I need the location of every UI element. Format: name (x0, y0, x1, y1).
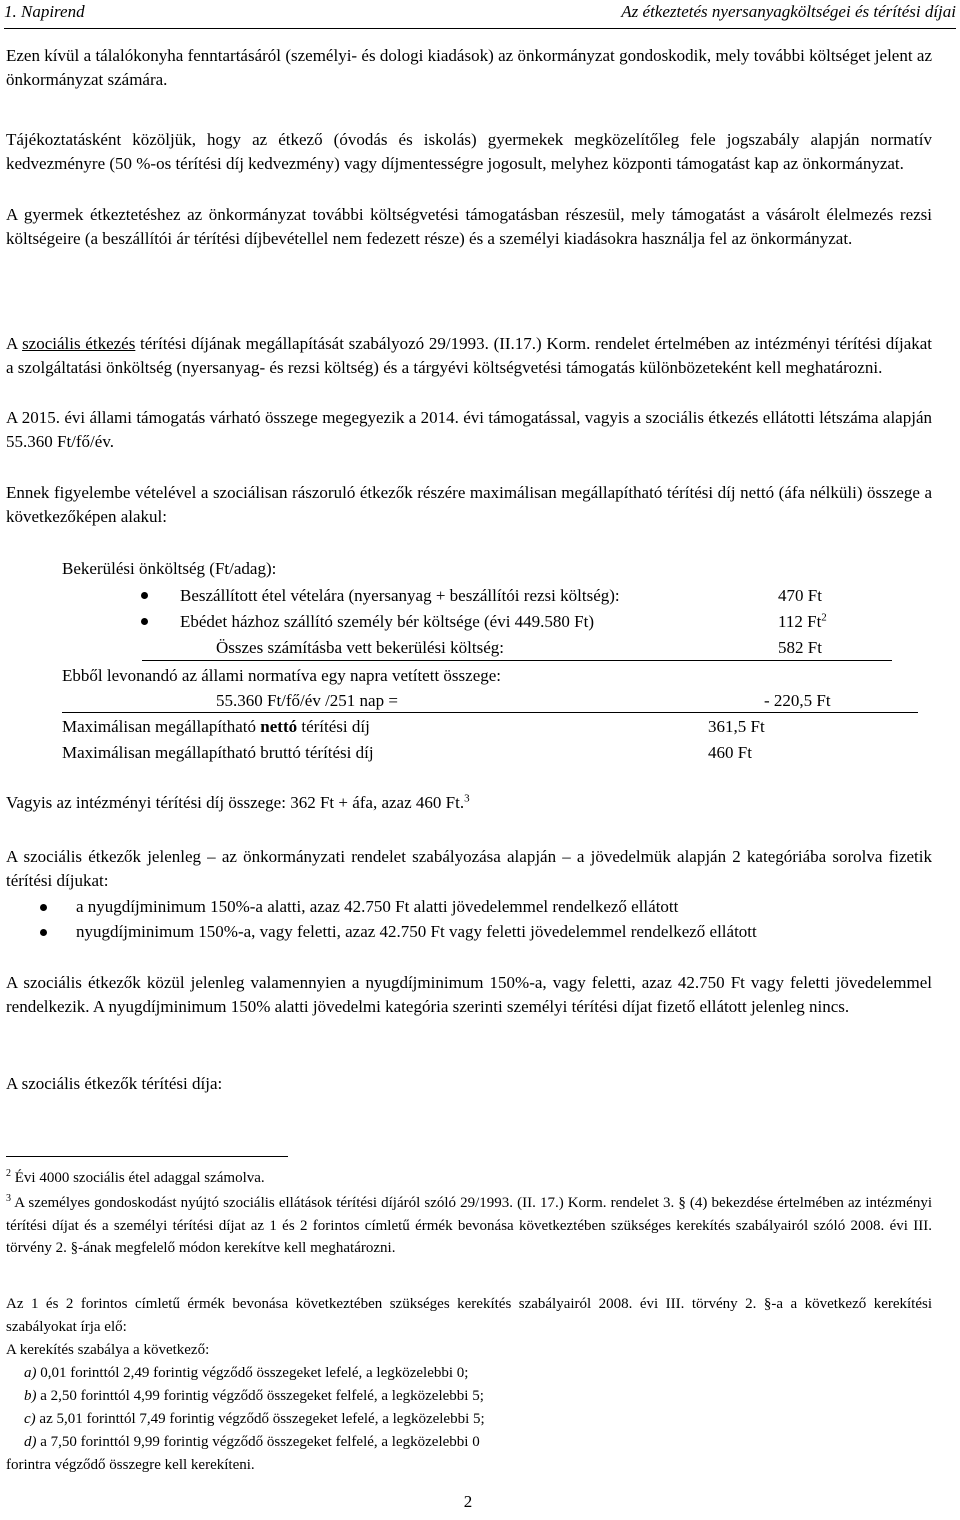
rounding-rule-c (24, 1408, 924, 1431)
bullet-icon (40, 929, 47, 936)
rule-a-label: a) (24, 1365, 37, 1381)
bullet-icon (141, 618, 148, 625)
footnote-ref-2: 2 (821, 611, 827, 624)
paragraph-social-fee-heading: A szociális étkezők térítési díja: (6, 1074, 223, 1093)
net-fee-text-end: térítési díj (297, 717, 370, 736)
rule-d-label: d) (24, 1434, 37, 1450)
bullet-icon (141, 592, 148, 599)
social-bullet-2: nyugdíjminimum 150%-a, vagy feletti, azaz 42.750 Ft vagy feletti jövedelemmel rendelkező ellátott (76, 922, 757, 941)
cost-item-delivery-label: Ebédet házhoz szállító személy bér költsége (évi 449.580 Ft) (180, 612, 595, 631)
header-agenda: 1. Napirend (4, 2, 85, 21)
footnote-2 (6, 1167, 932, 1190)
cost-item-meal-label: Beszállított étel vételára (nyersanyag + beszállítói rezsi költség): (180, 586, 620, 605)
footnote-2-text: Évi 4000 szociális étel adaggal számolva. (14, 1170, 265, 1186)
rule-a-text: 0,01 forinttól 2,49 forintig végződő összegeket lefelé, a legközelebbi 0; (36, 1365, 469, 1381)
summary-line (6, 791, 932, 815)
rule-c-text: az 5,01 forinttól 7,49 forintig végződő összegeket lefelé, a legközelebbi 5; (35, 1411, 485, 1427)
footnote-3-number: 3 (6, 1193, 11, 1204)
rule-b-label: b) (24, 1388, 37, 1404)
rule-b-text: a 2,50 forinttól 4,99 forintig végződő összegeket felfelé, a legközelebbi 5; (36, 1388, 484, 1404)
footnote-separator (6, 1156, 288, 1157)
cost-total-label: Összes számításba vett bekerülési költség: (216, 638, 504, 657)
deduction-underline (62, 712, 918, 713)
cost-item-meal-value: 470 Ft (778, 586, 822, 605)
paragraph-state-support: A 2015. évi állami támogatás várható összege megegyezik a 2014. évi támogatással, vagyis a szociális étkezés ellátotti létszáma alapján 55.360 Ft/fő/év. (6, 408, 932, 452)
page-header (4, 0, 956, 29)
rounding-rule-d (24, 1431, 924, 1454)
deduction-label-line2: 55.360 Ft/fő/év /251 nap = (216, 691, 398, 710)
cost-item-delivery-value (778, 610, 827, 634)
cost-heading: Bekerülési önköltség (Ft/adag): (62, 559, 277, 578)
net-fee-value: 361,5 Ft (708, 717, 765, 736)
paragraph-social-categories: A szociális étkezők jelenleg – az önkormányzati rendelet szabályozása alapján – a jövedelmük alapján 2 kategóriába sorolva fizetik térítési díjukat: (6, 847, 932, 891)
gross-fee-value: 460 Ft (708, 743, 752, 762)
paragraph-calculation-intro: Ennek figyelembe vételével a szociálisan rászoruló étkezők részére maximálisan megállapítható térítési díj nettó (áfa nélküli) összege a következőképen alakul: (6, 483, 932, 527)
deduction-label-line1: Ebből levonandó az állami normatíva egy napra vetített összege: (62, 666, 502, 685)
summary-text: Vagyis az intézményi térítési díj összege: 362 Ft + áfa, azaz 460 Ft. (6, 793, 465, 812)
rule-d-text: a 7,50 forinttól 9,99 forintig végződő összegeket felfelé, a legközelebbi 0 (36, 1434, 480, 1450)
rule-c-label: c) (24, 1411, 36, 1427)
cost-total-value: 582 Ft (778, 638, 822, 657)
footnote-3 (6, 1192, 932, 1260)
footnote-2-number: 2 (6, 1168, 11, 1179)
deduction-value: - 220,5 Ft (764, 691, 831, 710)
paragraph-child-catering: A gyermek étkeztetéshez az önkormányzat további költségvetési támogatásban részesül, mely támogatást a vásárolt élelmezés rezsi költségeire (a beszállítói ár térítési díjbevétellel nem fedezett része) és a személyi kiadásokra használja fel az önkormányzat. (6, 205, 932, 249)
net-fee-label (62, 715, 370, 739)
rounding-closing: forintra végződő összegre kell kerekíteni. (6, 1457, 255, 1473)
header-title: Az étkeztetés nyersanyagköltségei és térítési díjai (621, 2, 956, 21)
bullet-icon (40, 904, 47, 911)
delivery-value-text: 112 Ft (778, 612, 822, 631)
net-fee-bold: nettó (260, 717, 298, 736)
regulation-text-rest: térítési díjának megállapítását szabályozó 29/1993. (II.17.) Korm. rendelet értelmében az intézményi térítési díjakat a szolgáltatási önköltség (nyersanyag- és rezsi költség) és a tárgyévi költségvetési támogatás különbözeteként kell meghatározni. (6, 334, 933, 378)
rounding-heading: A kerekítés szabálya a következő: (6, 1342, 210, 1358)
paragraph-information: Tájékoztatásként közöljük, hogy az étkező (óvodás és iskolás) gyermekek megközelítőleg fele jogszabály alapján normatív kedvezményre (50 %-os térítési díj kedvezmény) vagy díjmentességre jogosult, melyhez központi támogatást kap az önkormányzat. (6, 130, 932, 174)
footnote-ref-3: 3 (464, 792, 470, 805)
rounding-rule-a (24, 1362, 924, 1385)
rounding-rule-b (24, 1385, 924, 1408)
paragraph-social-current: A szociális étkezők közül jelenleg valamennyien a nyugdíjminimum 150%-a, vagy feletti, azaz 42.750 Ft vagy feletti jövedelemmel rendelkezik. A nyugdíjminimum 150% alatti jövedelmi kategória szerinti személyi térítési díjat fizető ellátott jelenleg nincs. (6, 973, 932, 1017)
regulation-text-start: A (6, 334, 23, 353)
paragraph-maintenance: Ezen kívül a tálalókonyha fenntartásáról (személyi- és dologi kiadások) az önkormányzat gondoskodik, mely további költséget jelent az önkormányzat számára. (6, 46, 932, 90)
social-bullet-1: a nyugdíjminimum 150%-a alatti, azaz 42.750 Ft alatti jövedelemmel rendelkező ellátott (76, 897, 679, 916)
paragraph-regulation (6, 332, 932, 381)
page-number: 2 (463, 1492, 473, 1511)
total-underline (142, 660, 892, 661)
net-fee-text: Maximálisan megállapítható (62, 717, 261, 736)
social-catering-link[interactable]: szociális étkezés (22, 334, 136, 353)
gross-fee-label: Maximálisan megállapítható bruttó térítési díj (62, 743, 374, 762)
footnote-3-text: A személyes gondoskodást nyújtó szociális ellátások térítési díjáról szóló 29/1993. (II. 17.) Korm. rendelet 3. § (4) bekezdése értelmében az intézményi térítési díjat és a személyi térítési díjat az 1 és 2 forintos címletű érmék bevonása következtében szükséges kerekítés szabályairól szóló 2008. évi III. törvény 2. §-ának megfelelő módon kerekítve kell meghatározni. (6, 1195, 932, 1256)
footnote-law: Az 1 és 2 forintos címletű érmék bevonása következtében szükséges kerekítés szabályairól 2008. évi III. törvény 2. §-a a következő kerekítési szabályokat írja elő: (6, 1296, 932, 1335)
